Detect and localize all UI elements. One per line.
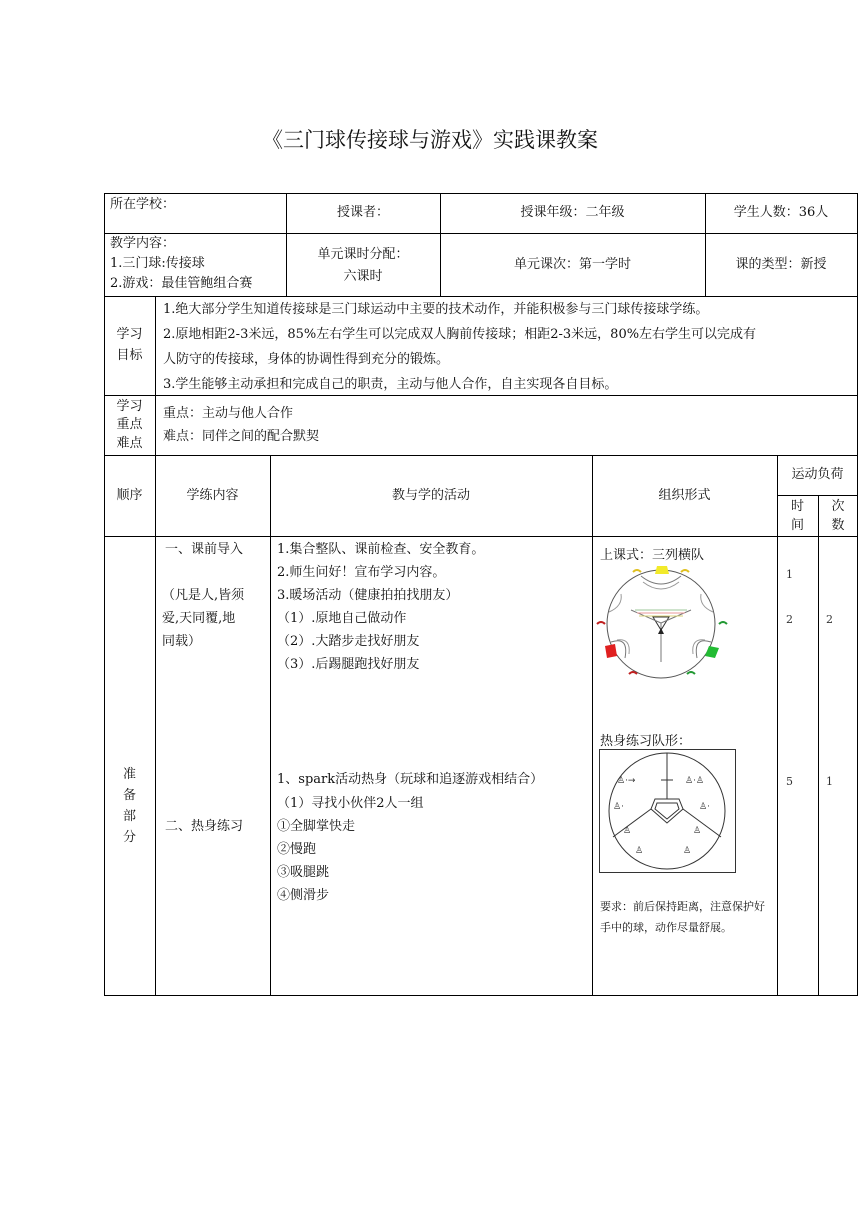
key-point: 重点：主动与他人合作 — [163, 406, 294, 421]
students-label: 学生人数：36人 — [733, 205, 829, 220]
col-content: 学练内容 — [186, 488, 239, 503]
activity-line: （3）.后踢腿跑找好朋友 — [277, 657, 420, 672]
content-quote-3: 同载） — [162, 634, 202, 649]
svg-text:♙: ♙ — [693, 826, 702, 836]
load-time-1: 1 — [786, 568, 793, 581]
warmup-line: ④侧滑步 — [277, 888, 330, 903]
svg-text:♙·→: ♙·→ — [617, 776, 636, 786]
objective-line-3: 人防守的传接球，身体的协调性得到充分的锻炼。 — [163, 352, 450, 367]
lesson-type: 课的类型：新授 — [735, 257, 827, 272]
activity-line: （2）.大踏步走找好朋友 — [277, 634, 420, 649]
section-label-2: 备 — [122, 788, 136, 803]
activity-line: 3.暖场活动（健康拍拍找朋友） — [277, 588, 459, 603]
col-count-1: 次 — [831, 499, 845, 514]
section-label-4: 分 — [122, 830, 136, 845]
warmup-formation-diagram — [599, 749, 737, 874]
objectives-label-2: 目标 — [116, 348, 143, 363]
objective-line-1: 1.绝大部分学生知道传接球是三门球运动中主要的技术动作，并能积极参与三门球传接球学练。 — [163, 302, 709, 317]
keypoints-label-3: 难点 — [116, 436, 143, 451]
warmup-line: 1、spark活动热身（玩球和追逐游戏相结合） — [277, 772, 544, 787]
objective-line-2: 2.原地相距2-3米远，85%左右学生可以完成双人胸前传接球；相距2-3米远，80%左右学生可以完成有 — [163, 327, 757, 342]
load-count-1: 2 — [826, 613, 833, 626]
col-organization: 组织形式 — [658, 488, 711, 503]
svg-text:♙·: ♙· — [699, 802, 710, 812]
warmup-line: ②慢跑 — [277, 842, 317, 857]
warmup-line: ①全脚掌快走 — [277, 819, 356, 834]
warmup-line: （1）寻找小伙伴2人一组 — [277, 796, 424, 811]
col-count-2: 数 — [831, 518, 845, 533]
school-label: 所在学校： — [110, 197, 176, 212]
col-time-2: 间 — [790, 518, 804, 533]
activity-line: 2.师生问好！宣布学习内容。 — [277, 565, 446, 580]
content-intro: 一、课前导入 — [165, 542, 244, 557]
svg-text:♙: ♙ — [635, 846, 644, 856]
section-label-1: 准 — [122, 767, 136, 782]
col-activities: 教与学的活动 — [391, 488, 470, 503]
content-warmup: 二、热身练习 — [165, 819, 244, 834]
keypoints-label-1: 学习 — [116, 399, 143, 414]
svg-text:♙·: ♙· — [613, 802, 624, 812]
objectives-label-1: 学习 — [116, 327, 143, 342]
content-item-1: 1.三门球:传接球 — [110, 256, 205, 271]
org-warmup-label: 热身练习队形： — [600, 734, 692, 749]
content-item-2: 2.游戏：最佳管鲍组合赛 — [110, 276, 253, 291]
col-time-1: 时 — [790, 499, 804, 514]
difficulty-point: 难点：同伴之间的配合默契 — [163, 429, 320, 444]
svg-text:♙: ♙ — [623, 826, 632, 836]
unit-seq: 单元课次：第一学时 — [513, 257, 631, 272]
load-time-3: 5 — [786, 775, 793, 788]
org-formation-label: 上课式：三列横队 — [600, 548, 705, 563]
warmup-line: ③吸腿跳 — [277, 865, 330, 880]
teacher-label: 授课者： — [336, 205, 389, 220]
grade-label: 授课年级：二年级 — [520, 205, 625, 220]
col-load: 运动负荷 — [791, 467, 844, 482]
activity-line: 1.集合整队、课前检查、安全教育。 — [277, 542, 485, 557]
svg-text:♙·♙: ♙·♙ — [685, 776, 704, 786]
col-order: 顺序 — [116, 488, 143, 503]
objective-line-4: 3.学生能够主动承担和完成自己的职责，主动与他人合作，自主实现各自目标。 — [163, 377, 618, 392]
unit-alloc-value: 六课时 — [343, 269, 383, 284]
three-rows-formation-diagram — [595, 562, 730, 684]
keypoints-label-2: 重点 — [116, 417, 143, 432]
load-time-2: 2 — [786, 613, 793, 626]
content-quote-2: 爱,天同覆,地 — [162, 611, 236, 626]
page-title: 《三门球传接球与游戏》实践课教案 — [262, 128, 598, 152]
org-requirement: 要求：前后保持距离，注意保护好手中的球，动作尽量舒展。 — [600, 900, 765, 934]
unit-alloc-label: 单元课时分配： — [317, 247, 409, 262]
content-quote-1: （凡是人,皆须 — [162, 588, 245, 603]
load-count-2: 1 — [826, 775, 833, 788]
svg-text:♙: ♙ — [683, 846, 692, 856]
content-label: 教学内容： — [110, 236, 176, 251]
section-label-3: 部 — [122, 809, 136, 824]
activity-line: （1）.原地自己做动作 — [277, 611, 407, 626]
